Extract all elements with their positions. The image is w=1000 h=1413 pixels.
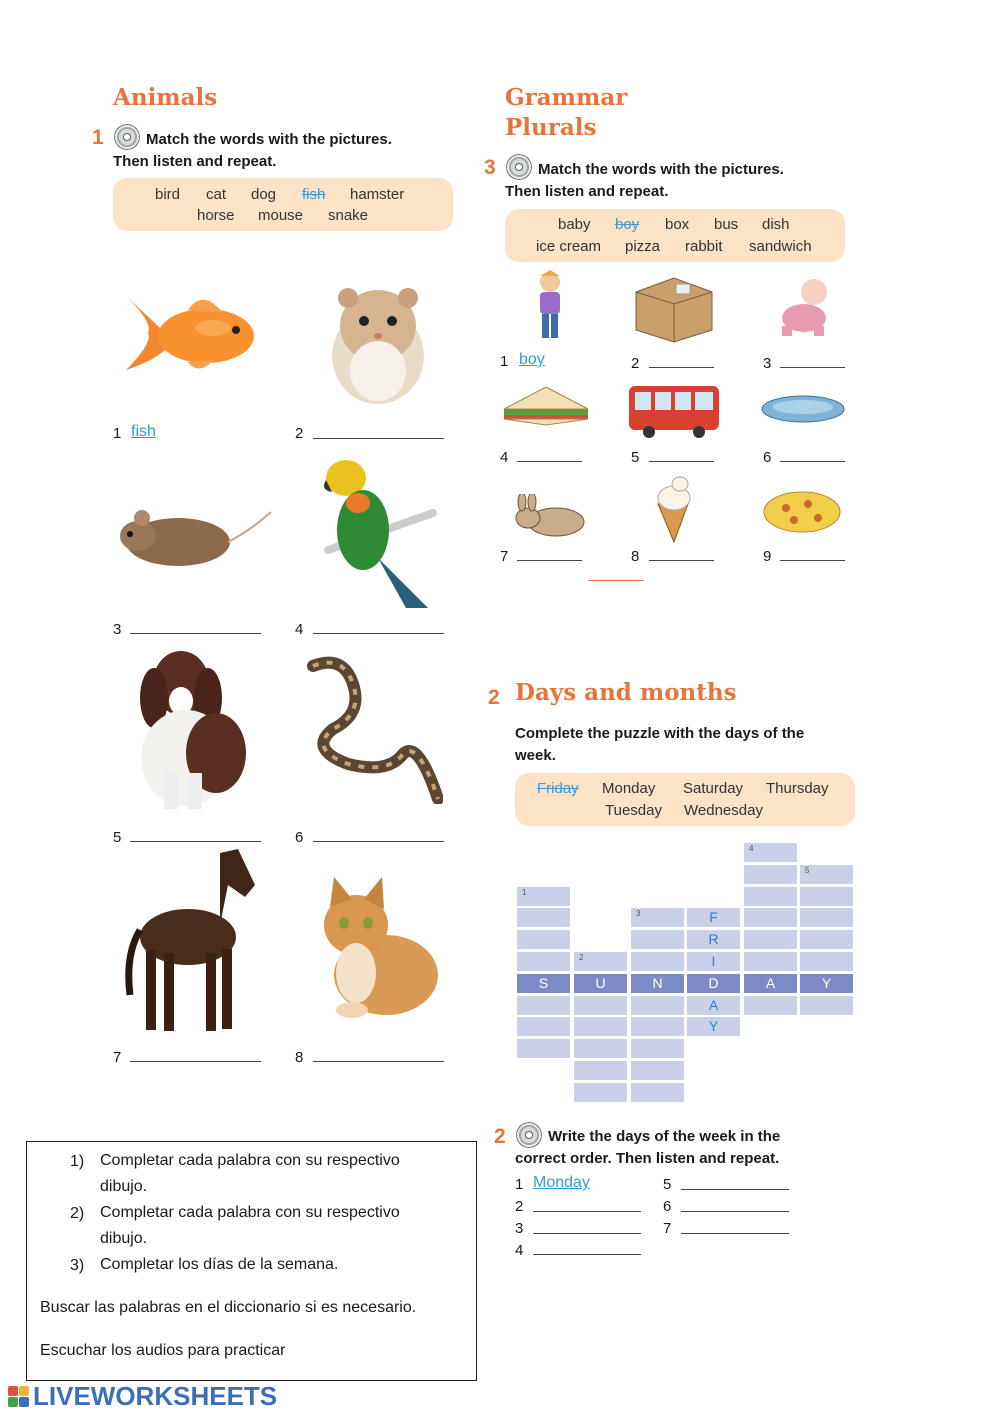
crossword-letter: N (652, 974, 663, 991)
instruction-line: correct order. Then listen and repeat. (515, 1150, 780, 1167)
crossword-cell[interactable] (517, 952, 570, 971)
answer-line[interactable] (533, 1233, 641, 1234)
list-number: 1) (70, 1153, 85, 1170)
item-number: 7 (113, 1049, 122, 1066)
answer-line[interactable] (517, 560, 582, 561)
answer-line[interactable] (681, 1211, 789, 1212)
crossword-cell[interactable] (687, 952, 740, 971)
crossword-cell[interactable] (800, 974, 853, 993)
pizza-image (762, 490, 842, 534)
bus-image (627, 382, 723, 440)
exercise-number: 2 (494, 1125, 506, 1148)
dog-image (126, 643, 250, 811)
crossword-letter: F (709, 909, 718, 926)
item-number: 3 (763, 355, 772, 372)
word: box (665, 216, 690, 233)
exercise-number: 2 (488, 686, 500, 709)
crossword-cell[interactable] (744, 843, 797, 862)
crossword-cell[interactable] (631, 952, 684, 971)
crossword-cell[interactable] (744, 887, 797, 906)
crossword-letter: Y (821, 974, 832, 991)
crossword-cell[interactable] (517, 974, 570, 993)
crossword-cell[interactable] (574, 1039, 627, 1058)
crossword-cell[interactable] (800, 865, 853, 884)
clue-number: 3 (636, 909, 641, 919)
answer-line[interactable] (313, 438, 444, 439)
answer-line[interactable] (649, 560, 714, 561)
word: snake (328, 207, 369, 224)
crossword-cell[interactable] (744, 865, 797, 884)
clue-number: 2 (579, 953, 584, 962)
instruction-line: Write the days of the week in the (548, 1128, 781, 1145)
mouse-image (116, 500, 272, 570)
item-number: 1 (500, 353, 509, 370)
crossword-letter: S (538, 974, 549, 991)
crossword-cell[interactable] (517, 887, 570, 906)
item-number: 9 (763, 548, 772, 565)
answer-line[interactable] (130, 1061, 261, 1062)
instruction-line: Then listen and repeat. (505, 183, 669, 200)
item-number: 4 (295, 621, 304, 638)
box-image (632, 274, 716, 344)
instruction-line: Then listen and repeat. (113, 153, 277, 170)
item-number: 3 (515, 1220, 524, 1237)
audio-cd-icon[interactable] (516, 1122, 542, 1148)
item-number: 2 (515, 1198, 524, 1215)
exercise-number: 3 (484, 156, 496, 179)
answer-line[interactable] (517, 461, 582, 462)
note-line: Buscar las palabras en el diccionario si es necesario. (40, 1299, 417, 1316)
list-text: Completar cada palabra con su respectivo dibujo. (100, 1152, 400, 1195)
clue-number: 1 (522, 887, 527, 897)
item-number: 3 (113, 621, 122, 638)
animals-title: Animals (113, 84, 218, 111)
item-number: 4 (515, 1242, 524, 1259)
exercise-number: 1 (92, 126, 104, 149)
crossword-cell[interactable] (517, 1017, 570, 1036)
word-box (113, 178, 453, 231)
crossword-cell[interactable] (687, 908, 740, 927)
crossword-cell[interactable] (744, 908, 797, 927)
word: bird (155, 186, 181, 203)
crossword-letter: A (765, 974, 776, 991)
crossword-cell[interactable] (631, 974, 684, 993)
item-number: 2 (295, 425, 304, 442)
instruction-line: Complete the puzzle with the days of the (515, 725, 805, 742)
item-number: 8 (631, 548, 640, 565)
crossword-cell[interactable] (517, 1039, 570, 1058)
list-number: 2) (70, 1205, 85, 1222)
word-used: boy (615, 216, 640, 233)
answer-field[interactable]: fish (131, 423, 156, 440)
item-number: 4 (500, 449, 509, 466)
ice-cream-image (650, 476, 700, 544)
word: Thursday (766, 780, 829, 797)
answer-line[interactable] (313, 841, 444, 842)
answer-line[interactable] (780, 367, 845, 368)
word: Saturday (683, 780, 744, 797)
crossword-cell[interactable] (800, 930, 853, 949)
word-box (505, 209, 845, 262)
word: mouse (258, 207, 304, 224)
goldfish-image (118, 278, 256, 378)
word: hamster (350, 186, 405, 203)
answer-line[interactable] (533, 1211, 641, 1212)
word: pizza (625, 238, 661, 255)
crossword-cell[interactable] (574, 1061, 627, 1080)
clue-number: 4 (749, 844, 754, 853)
list-number: 3) (70, 1257, 85, 1274)
crossword-letter: U (595, 974, 606, 991)
word: cat (206, 186, 227, 203)
word: sandwich (749, 238, 812, 255)
answer-line[interactable] (681, 1189, 789, 1190)
answer-line[interactable] (780, 560, 845, 561)
item-number: 6 (763, 449, 772, 466)
crossword-cell[interactable] (800, 908, 853, 927)
cat-image (316, 875, 440, 1021)
crossword-cell[interactable] (631, 1061, 684, 1080)
item-number: 6 (295, 829, 304, 846)
answer-line[interactable] (130, 633, 261, 634)
answer-line[interactable] (130, 841, 261, 842)
answer-line[interactable] (780, 461, 845, 462)
crossword-cell[interactable] (631, 1017, 684, 1036)
clue-number: 5 (805, 865, 810, 875)
crossword-cell[interactable] (517, 930, 570, 949)
instruction-line: Match the words with the pictures. (146, 131, 392, 148)
crossword-cell[interactable] (687, 1017, 740, 1036)
crossword-cell[interactable] (687, 996, 740, 1015)
days-title: Days and months (515, 679, 737, 706)
item-number: 5 (113, 829, 122, 846)
word: ice cream (536, 238, 602, 255)
crossword-cell[interactable] (744, 996, 797, 1015)
list-text: Completar los días de la semana. (100, 1256, 339, 1273)
crossword-cell[interactable] (687, 930, 740, 949)
boy-image (532, 268, 568, 342)
item-number: 7 (663, 1220, 672, 1237)
crossword-cell[interactable] (574, 952, 627, 971)
crossword-cell[interactable] (631, 930, 684, 949)
item-number: 5 (663, 1176, 672, 1193)
item-number: 7 (500, 548, 509, 565)
audio-cd-icon[interactable] (506, 154, 532, 180)
crossword-letter: A (708, 996, 719, 1013)
crossword-cell[interactable] (631, 908, 684, 927)
snake-image (303, 654, 443, 804)
word: Monday (602, 780, 656, 797)
rabbit-image (512, 494, 588, 538)
hamster-image (326, 276, 430, 406)
answer-field[interactable]: boy (519, 351, 545, 368)
crossword-cell[interactable] (631, 996, 684, 1015)
note-line: Escuchar los audios para practicar (40, 1342, 286, 1359)
crossword-cell[interactable] (744, 974, 797, 993)
word: rabbit (685, 238, 723, 255)
answer-field[interactable]: Monday (533, 1174, 590, 1191)
crossword-cell[interactable] (800, 952, 853, 971)
liveworksheets-logo: LIVEWORKSHEETS (33, 1381, 278, 1411)
sandwich-image (500, 383, 592, 427)
crossword-cell[interactable] (687, 974, 740, 993)
crossword-cell[interactable] (631, 1083, 684, 1102)
baby-image (776, 276, 838, 342)
horse-image (120, 845, 262, 1035)
crossword-cell[interactable] (517, 996, 570, 1015)
liveworksheets-logo-icon (8, 1386, 30, 1408)
crossword-letter: Y (708, 1018, 719, 1035)
item-number: 1 (113, 425, 122, 442)
crossword-cell[interactable] (800, 887, 853, 906)
answer-line[interactable] (313, 1061, 444, 1062)
item-number: 6 (663, 1198, 672, 1215)
divider (588, 580, 644, 581)
word-used: fish (302, 186, 326, 203)
word: horse (197, 207, 235, 224)
crossword-cell[interactable] (574, 996, 627, 1015)
word-used: Friday (537, 780, 579, 797)
audio-cd-icon[interactable] (114, 124, 140, 150)
word: Tuesday (605, 802, 662, 819)
answer-line[interactable] (649, 461, 714, 462)
answer-line[interactable] (313, 633, 444, 634)
crossword-cell[interactable] (574, 1017, 627, 1036)
crossword-letter: I (711, 953, 716, 969)
item-number: 2 (631, 355, 640, 372)
item-number: 1 (515, 1176, 524, 1193)
instruction-line: Match the words with the pictures. (538, 161, 784, 178)
item-number: 5 (631, 449, 640, 466)
answer-line[interactable] (533, 1254, 641, 1255)
crossword-letter: R (708, 931, 719, 948)
crossword-cell[interactable] (800, 996, 853, 1015)
crossword-cell[interactable] (631, 1039, 684, 1058)
dish-image (760, 393, 846, 427)
word: Wednesday (684, 802, 763, 819)
instruction-line: week. (515, 747, 556, 764)
plurals-subtitle: Plurals (505, 114, 597, 141)
answer-line[interactable] (649, 367, 714, 368)
crossword-cell[interactable] (574, 974, 627, 993)
list-text: Completar cada palabra con su respectivo dibujo. (100, 1204, 400, 1247)
crossword-cell[interactable] (744, 930, 797, 949)
word: bus (714, 216, 739, 233)
parrot-image (318, 458, 438, 613)
answer-line[interactable] (681, 1233, 789, 1234)
crossword-letter: D (708, 974, 719, 991)
word: dish (762, 216, 790, 233)
instructions-box (26, 1141, 477, 1381)
word: dog (251, 186, 277, 203)
crossword-cell[interactable] (517, 908, 570, 927)
word-box (515, 773, 855, 826)
grammar-title: Grammar (505, 84, 628, 111)
word: baby (558, 216, 591, 233)
crossword-cell[interactable] (574, 1083, 627, 1102)
item-number: 8 (295, 1049, 304, 1066)
crossword-cell[interactable] (744, 952, 797, 971)
